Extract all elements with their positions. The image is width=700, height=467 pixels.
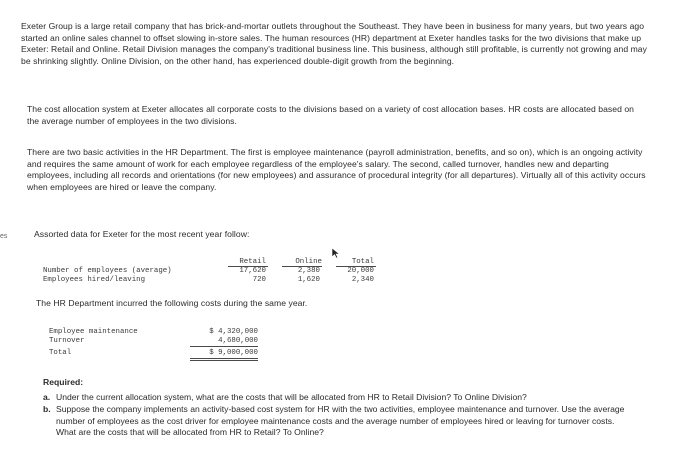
cell-employees-retail: 17,620 (239, 267, 266, 275)
required-item-a: Under the current allocation system, what are the costs that will be allocated from HR to Retail Division? To Online Division? (56, 392, 527, 402)
cell-hired-online: 1,620 (297, 276, 320, 284)
row-label-employees: Number of employees (average) (43, 267, 172, 275)
row-label-hired-leaving: Employees hired/leaving (43, 276, 146, 284)
allocation-paragraph: The cost allocation system at Exeter allocates all corporate costs to the divisions based on a variety of cost allocation bases. HR costs are allocated based on the average number of employees in the two divisions. (27, 104, 635, 126)
margin-mark: es (0, 233, 8, 240)
intro-paragraph: Exeter Group is a large retail company that has brick-and-mortar outlets throughout the Southeast. They have been in business for many years, but two years ago started an online sales channel to offset slowing in-store sales. The human resources (HR) department at Exeter handles tasks for the two divisions that make up Exeter: Retail and Online. Retail Division manages the company's traditional business line. This business, although still profitable, is currently not growing and may be shrinking slightly. Online Division, on the other hand, has experienced double-digit growth from the beginning. (21, 21, 647, 66)
cell-hired-total: 2,340 (351, 276, 374, 284)
hr-costs-heading: The HR Department incurred the following costs during the same year. (36, 298, 308, 308)
required-letter-a: a. (43, 392, 51, 402)
cost-total-rule-2 (190, 360, 258, 361)
cost-label-turnover: Turnover (49, 337, 85, 345)
column-header-retail: Retail (239, 258, 266, 266)
cost-value-turnover: 4,680,000 (218, 337, 258, 345)
required-letter-b: b. (43, 404, 51, 414)
cost-label-total: Total (49, 349, 72, 357)
cell-hired-retail: 720 (252, 276, 266, 284)
required-heading: Required: (43, 377, 84, 387)
cell-employees-online: 2,380 (297, 267, 320, 275)
cost-subtotal-rule (190, 346, 258, 347)
cell-employees-total: 20,000 (347, 267, 374, 275)
cost-label-maintenance: Employee maintenance (49, 328, 138, 336)
cost-total-rule-1 (190, 358, 258, 359)
cost-value-total: $ 9,000,000 (209, 349, 258, 357)
assorted-data-heading: Assorted data for Exeter for the most recent year follow: (34, 229, 250, 239)
activities-paragraph: There are two basic activities in the HR Department. The first is employee maintenance (payroll administration, benefits, and so on), which is an ongoing activity and requires the same amount of work for each employee regardless of the employee's salary. The second, called turnover, handles new and departing employees, including all records and orientations (for new employees) and assurance of procedural integrity (for all departures). Virtually all of this activity occurs when employees are hired or leave the company. (27, 147, 646, 192)
column-header-online: Online (295, 258, 322, 266)
required-item-b: Suppose the company implements an activity-based cost system for HR with the two activities, employee maintenance and turnover. Use the average number of employees as the cost driver for employee maintenance costs and the average number of employees hired or leaving for turnover costs. What are the costs that will be allocated from HR to Retail? To Online? (56, 404, 625, 438)
mouse-cursor-icon (331, 247, 341, 259)
cost-value-maintenance: $ 4,320,000 (209, 328, 258, 336)
column-header-total: Total (351, 258, 374, 266)
